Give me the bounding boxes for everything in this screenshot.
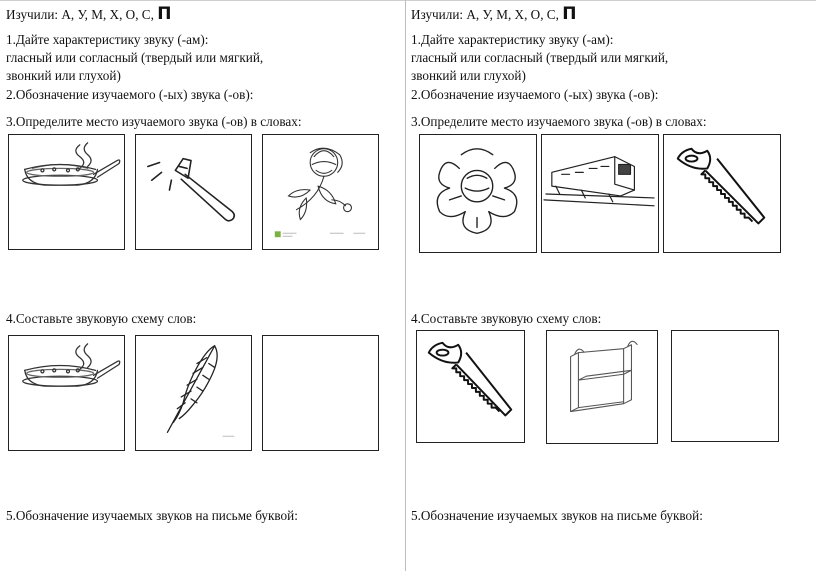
- feather-icon: [136, 336, 251, 450]
- worksheet-right: [411, 0, 811, 571]
- train-icon: [542, 135, 658, 252]
- question-3: 3.Определите место изучаемого звука (-ов) в словах:: [411, 114, 707, 129]
- soup-bowl-icon: [9, 135, 124, 249]
- saw-icon: [664, 135, 780, 252]
- question-2: 2.Обозначение изучаемого (-ых) звука (-ов):: [6, 87, 254, 102]
- studied-letters: [6, 4, 172, 24]
- question-4: 4.Составьте звуковую схему слов:: [411, 311, 602, 326]
- cabbage-icon: [420, 135, 536, 252]
- picture-cabbage: [419, 134, 537, 253]
- picture-empty: [671, 330, 779, 442]
- picture-soup-bowl: [8, 134, 125, 250]
- picture-peony: [262, 134, 379, 250]
- question-4: 4.Составьте звуковую схему слов:: [6, 311, 197, 326]
- watermark-logo: [275, 231, 281, 237]
- picture-empty: [262, 335, 379, 451]
- soup-bowl-icon: [9, 336, 124, 450]
- studied-letter-highlight: П: [157, 4, 172, 24]
- question-1-line-2: гласный или согласный (твердый или мягкий,: [6, 50, 264, 65]
- picture-axe: [135, 134, 252, 250]
- question-1-line-3: звонкий или глухой): [6, 68, 121, 83]
- worksheet-left: [6, 0, 406, 571]
- picture-feather: [135, 335, 252, 451]
- question-5: 5.Обозначение изучаемых звуков на письме буквой:: [411, 508, 703, 523]
- question-1-line-2: гласный или согласный (твердый или мягкий,: [411, 50, 669, 65]
- question-2: 2.Обозначение изучаемого (-ых) звука (-ов):: [411, 87, 659, 102]
- picture-saw-2: [416, 330, 525, 443]
- studied-letter-highlight: П: [562, 4, 577, 24]
- studied-letters-list: Изучили: А, У, М, Х, О, С,: [6, 7, 158, 22]
- question-1-line-3: звонкий или глухой): [411, 68, 526, 83]
- picture-shelf: [546, 330, 658, 444]
- peony-flower-icon: [263, 135, 378, 249]
- picture-soup-bowl-2: [8, 335, 125, 451]
- shelf-icon: [547, 331, 657, 443]
- axe-icon: [136, 135, 251, 249]
- question-5: 5.Обозначение изучаемых звуков на письме буквой:: [6, 508, 298, 523]
- question-1: 1.Дайте характеристику звуку (-ам):: [6, 32, 209, 47]
- picture-train: [541, 134, 659, 253]
- question-1: 1.Дайте характеристику звуку (-ам):: [411, 32, 614, 47]
- studied-letters: [411, 4, 577, 24]
- question-3: 3.Определите место изучаемого звука (-ов) в словах:: [6, 114, 302, 129]
- saw-icon: [417, 331, 524, 442]
- studied-letters-list: Изучили: А, У, М, Х, О, С,: [411, 7, 563, 22]
- picture-saw: [663, 134, 781, 253]
